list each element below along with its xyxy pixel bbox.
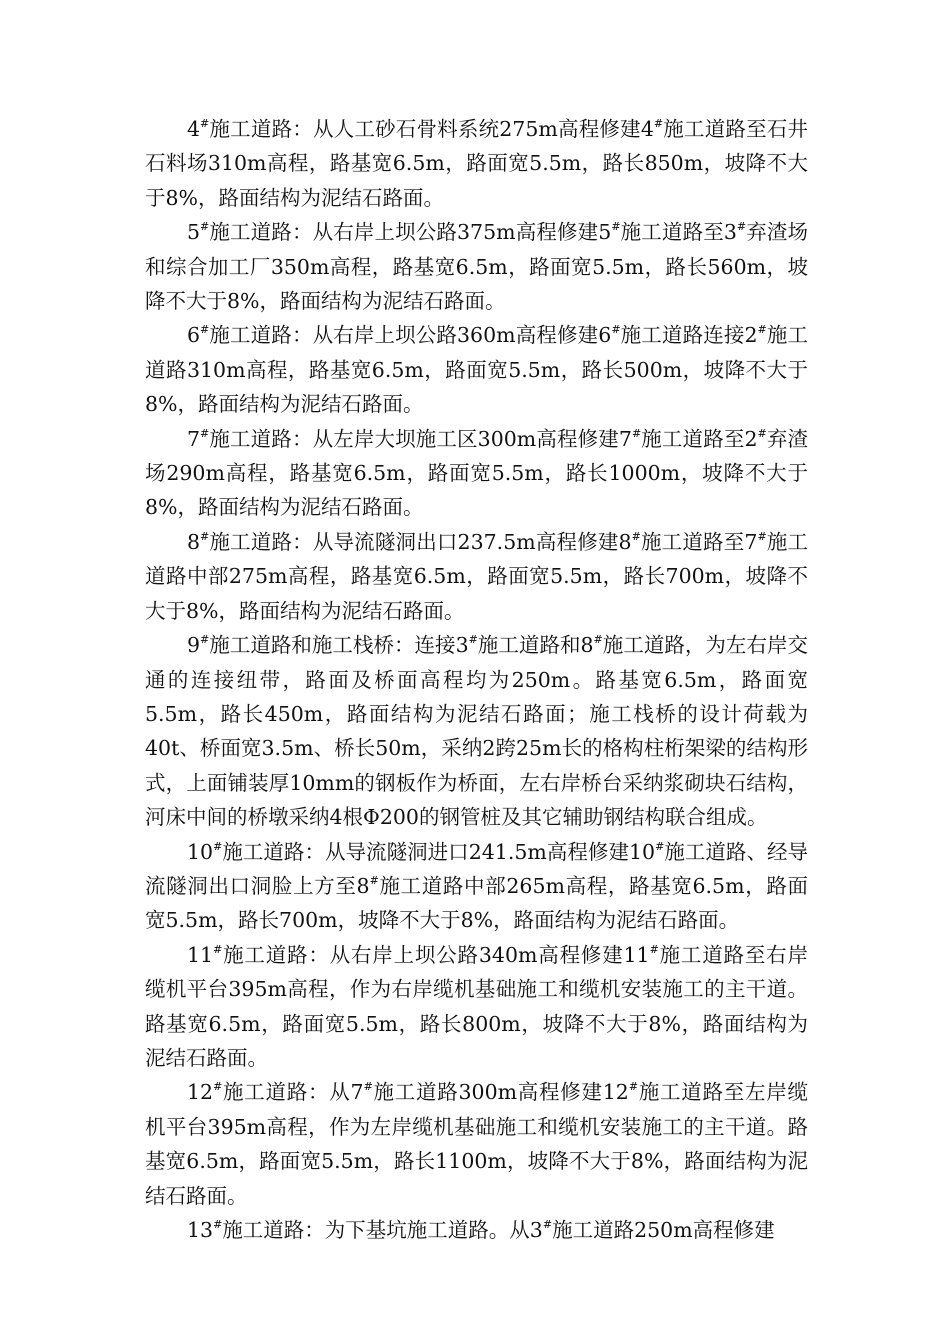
document-body <box>145 112 808 1247</box>
paragraph-road-10 <box>145 835 808 938</box>
paragraph-road-12 <box>145 1075 808 1213</box>
road-number: 10 <box>187 839 214 864</box>
road-number: 7 <box>187 426 201 451</box>
paragraph-text: 施工道路：从人工砂石骨料系统275m高程修建4#施工道路至石井石料场310m高程，路基宽6.5m，路面宽5.5m，路长850m，坡降不大于8%，路面结构为泥结石路面。 <box>145 117 809 210</box>
number-sign: # <box>200 529 210 543</box>
number-sign: # <box>200 117 210 130</box>
road-number: 11 <box>187 942 214 967</box>
number-sign: # <box>757 426 767 440</box>
road-number: 9 <box>187 633 201 658</box>
paragraph-road-11 <box>145 938 808 1076</box>
paragraph-text: 施工道路：从7#施工道路300m高程修建12#施工道路至左岸缆机平台395m高程，作为左岸缆机基础施工和缆机安装施工的主干道。路基宽6.5m，路面宽5.5m，路长1100m，坡降不大于8%，路面结构为泥结石路面。 <box>145 1080 809 1208</box>
number-sign: # <box>363 1080 373 1094</box>
paragraph-road-4 <box>145 112 808 215</box>
paragraph-text: 施工道路：从右岸上坝公路340m高程修建11#施工道路至右岸缆机平台395m高程，作为右岸缆机基础施工和缆机安装施工的主干道。路基宽6.5m，路面宽5.5m，路长800m，坡降不大于8%，路面结构为泥结石路面。 <box>145 942 808 1070</box>
paragraph-road-8 <box>145 525 808 628</box>
road-number: 5 <box>187 220 201 245</box>
number-sign: # <box>631 529 641 543</box>
number-sign: # <box>200 323 210 337</box>
road-number: 12 <box>187 1080 214 1105</box>
number-sign: # <box>631 426 642 440</box>
paragraph-text: 施工道路：为下基坑施工道路。从3#施工道路250m高程修建 <box>222 1218 775 1242</box>
paragraph-road-7 <box>145 422 808 525</box>
paragraph-text: 施工道路：从导流隧洞出口237.5m高程修建8#施工道路至7#施工道路中部275m高程，路基宽6.5m，路面宽5.5m，路长700m，坡降不大于8%，路面结构为泥结石路面。 <box>145 529 809 623</box>
paragraph-text: 施工道路：从左岸大坝施工区300m高程修建7#施工道路至2#弃渣场290m高程，路基宽6.5m，路面宽5.5m，路长1000m，坡降不大于8%，路面结构为泥结石路面。 <box>145 426 809 520</box>
number-sign: # <box>542 1218 553 1231</box>
number-sign: # <box>213 1080 223 1094</box>
number-sign: # <box>611 220 621 234</box>
number-sign: # <box>757 529 767 543</box>
number-sign: # <box>213 942 223 956</box>
number-sign: # <box>369 873 379 887</box>
number-sign: # <box>611 323 621 337</box>
paragraph-road-13 <box>145 1213 808 1247</box>
number-sign: # <box>200 220 210 234</box>
road-number: 13 <box>187 1218 214 1242</box>
number-sign: # <box>736 220 747 234</box>
number-sign: # <box>213 1218 223 1231</box>
paragraph-text: 施工道路：从右岸上坝公路375m高程修建5#施工道路至3#弃渣场和综合加工厂350m高程，路基宽6.5m，路面宽5.5m，路长560m，坡降不大于8%，路面结构为泥结石路面。 <box>145 220 809 314</box>
number-sign: # <box>468 633 478 647</box>
paragraph-road-5 <box>145 215 808 318</box>
number-sign: # <box>655 839 665 853</box>
paragraph-text: 施工道路和施工栈桥：连接3#施工道路和8#施工道路，为左右岸交通的连接纽带，路面及桥面高程均为250m。路基宽6.5m，路面宽5.5m，路长450m，路面结构为泥结石路面；施工栈桥的设计荷载为40t、桥面宽3.5m、桥长50m，采纳2跨25m长的格构柱桁架梁的结构形式，上面铺装厚10mm的钢板作为桥面，左右岸桥台采纳浆砌块石结构，河床中间的桥墩采纳4根Φ200的钢管桩及其它辅助钢结构联合组成。 <box>145 633 809 830</box>
number-sign: # <box>653 117 664 130</box>
number-sign: # <box>757 323 767 337</box>
paragraph-road-9 <box>145 628 808 834</box>
road-number: 8 <box>187 529 201 554</box>
number-sign: # <box>593 633 603 647</box>
number-sign: # <box>200 426 210 440</box>
number-sign: # <box>628 1080 639 1094</box>
paragraph-road-6 <box>145 318 808 421</box>
number-sign: # <box>200 633 210 647</box>
paragraph-text: 施工道路：从导流隧洞进口241.5m高程修建10#施工道路、经导流隧洞出口洞脸上方至8#施工道路中部265m高程，路基宽6.5m，路面宽5.5m，路长700m，坡降不大于8%，路面结构为泥结石路面。 <box>145 839 809 933</box>
paragraph-text: 施工道路：从右岸上坝公路360m高程修建6#施工道路连接2#施工道路310m高程，路基宽6.5m，路面宽5.5m，路长500m，坡降不大于8%，路面结构为泥结石路面。 <box>145 323 809 417</box>
number-sign: # <box>649 942 659 956</box>
road-number: 6 <box>187 323 201 348</box>
road-number: 4 <box>187 117 201 141</box>
number-sign: # <box>213 839 223 853</box>
